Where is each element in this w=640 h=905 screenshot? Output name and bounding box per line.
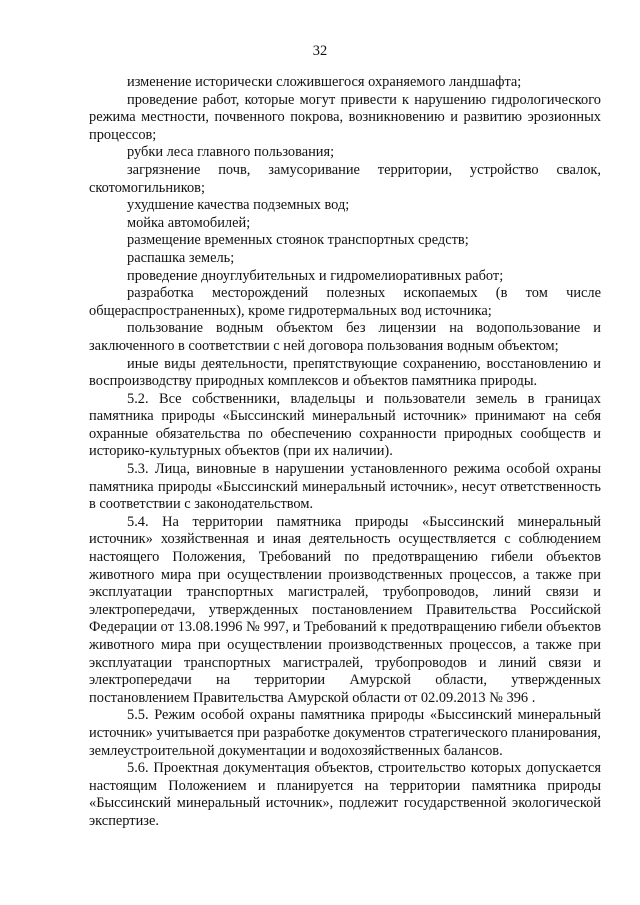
clause-5-3: 5.3. Лица, виновные в нарушении установленного режима особой охраны памятника природы «Быссинский минеральный источник», несут ответственность в соответствии с законодательством. <box>89 461 601 513</box>
list-item-hydrological-works: проведение работ, которые могут привести к нарушению гидрологического режима местности, почвенного покрова, возникновению и развитию эрозионных процессов; <box>89 91 601 143</box>
list-item-landscape-change: изменение исторически сложившегося охраняемого ландшафта; <box>127 74 522 90</box>
document-body <box>89 74 601 831</box>
list-item-land-plowing: распашка земель; <box>127 249 235 266</box>
clause-5-2: 5.2. Все собственники, владельцы и пользователи земель в границах памятника природы «Быссинский минеральный источник» принимают на себя охранные обязательства по обеспечению сохранности природных сообществ и историко-культурных объектов (при их наличии). <box>89 390 601 460</box>
list-item-vehicle-parking: размещение временных стоянок транспортных средств; <box>127 232 469 249</box>
list-item-mineral-extraction: разработка месторождений полезных ископаемых (в том числе общераспространенных), кроме гидротермальных вод источника; <box>89 285 601 319</box>
list-item-car-washing: мойка автомобилей; <box>127 214 251 231</box>
list-item-other-activities: иные виды деятельности, препятствующие сохранению, восстановлению и воспроизводству природных комплексов и объектов памятника природы. <box>89 355 601 390</box>
clause-5-6: 5.6. Проектная документация объектов, строительство которых допускается настоящим Положением и планируется на территории памятника природы «Быссинский минеральный источник», подлежит государственной экологической экспертизе. <box>89 760 601 829</box>
list-item-dredging-works: проведение дноуглубительных и гидромелиоративных работ; <box>127 267 504 284</box>
clause-5-5: 5.5. Режим особой охраны памятника природы «Быссинский минеральный источник» учитывается при разработке документов стратегического планирования, землеустроительной документации и водохозяйственных балансов. <box>89 707 601 759</box>
clause-5-4: 5.4. На территории памятника природы «Быссинский минеральный источник» хозяйственная и иная деятельность осуществляется с соблюдением настоящего Положения, Требований по предотвращению гибели объектов животного мира при осуществлении производственных процессов, а также при эксплуатации транспортных магистралей, трубопроводов, линий связи и электропередачи, утвержденных постановлением Правительства Российской Федерации от 13.08.1996 № 997, и Требований к предотвращению гибели объектов животного мира при осуществлении производственных процессов, а также при эксплуатации транспортных магистралей, трубопроводов и линий связи и электропередачи на территории Амурской области, утвержденных постановлением Правительства Амурской области от 02.09.2013 № 396 . <box>89 513 601 706</box>
list-item-main-felling: рубки леса главного пользования; <box>127 144 335 161</box>
list-item-soil-pollution: загрязнение почв, замусоривание территории, устройство свалок, скотомогильников; <box>89 161 601 196</box>
list-item-water-use-without-license: пользование водным объектом без лицензии на водопользование и заключенного в соответствии с ней договора пользования водным объектом; <box>89 320 601 354</box>
list-item-groundwater-quality: ухудшение качества подземных вод; <box>127 197 350 214</box>
page-number: 32 <box>312 43 328 59</box>
